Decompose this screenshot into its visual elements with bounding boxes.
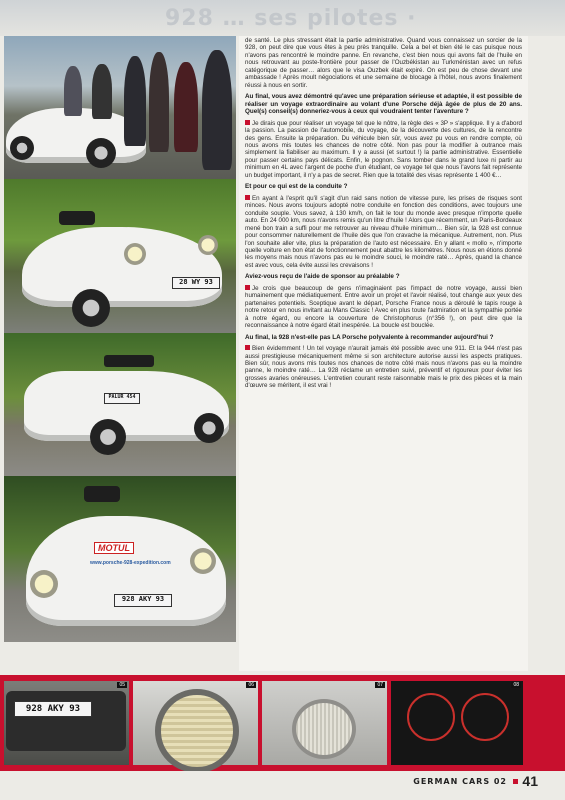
thumb-number: 08 <box>513 682 519 688</box>
article-intro: de santé. Le plus stressant était la partie administrative. Quand vous connaissez un sorcier de la 928, on peut dire que vous êtes à peu près tranquille. Cela a bel et bien été le cas puisque nous n'avons pas rencontré le moindre panne. En revanche, c'est bien nous qui avons fait de l'huile en nous retrouvant au poste-frontière pour passer de l'Ouzbékistan au Turkménistan avec un refus catégorique de passer… alors que le visa Ouzbek était expiré. On est peu de chose devant une ambassade ! Après moult négociations et une semaine de blocage à l'hôtel, nous avons finalement réussi à nous en sortir. <box>245 37 522 89</box>
question-2: Et pour ce qui est de la conduite ? <box>245 183 348 191</box>
person-figure <box>174 62 198 152</box>
footer-magazine-name: GERMAN CARS 02 <box>413 777 507 786</box>
wheel-shape <box>86 138 116 168</box>
answer-4: Bien évidemment ! Un tel voyage n'aurait jamais été possible avec une 911. Et la 944 n'est pas aussi prestigieuse mécaniquement même si son architecture autorise aussi les aspects pratiques. Bien sûr, nous avons mis toutes nos chances de notre côté mais nous n'avons pas eu la moindre panne, le moindre raté… La 928 réclame un entretien suivi, préventif et rigoureux pour éviter les grosses avaries onéreuses. L'entretien courant reste raisonnable mais le prix des pièces et la main d'œuvre se méritent, il est vrai ! <box>245 345 522 390</box>
answer-bullet <box>245 345 250 350</box>
wheel-shape <box>194 413 224 443</box>
fog-lamp <box>198 235 218 255</box>
article-text-column <box>239 36 528 671</box>
rear-license-plate: 928 AKY 93 <box>14 701 92 717</box>
thumb-number: 06 <box>248 682 254 688</box>
answer-2: En ayant à l'esprit qu'il s'agit d'un raid sans notion de vitesse pure, les prises de risques sont minces. Nous avons toujours adopté notre conduite en fonction des conditions, avec toujours une conduite souple. Vous savez, à 130 km/h, on fait le tour du monde avec presque n'importe quelle auto. En 24 000 km, nous n'avons remis qu'un litre d'huile ! Alors que récemment, un Paris-Bordeaux mené bon train a suffi pour me retrouver au niveau d'huile minimum… Bien sûr, la 928 est connue pour consommer naturellement de l'huile dès que l'on cravache la mécanique. Autrement, non. Plus l'on souhaite aller vite, plus la préparation de l'auto est nécessaire. En y allant « mollo », n'importe quelle voiture en bon état de fonctionnement peut abattre les kilomètres. Nous nous en étions donné les moyens mais nous n'avons pas eu le moindre souci, le moindre raté… Après, quand la chance est avec vous, cela évite aussi les crevaisons ! <box>245 194 522 269</box>
bumper-shape <box>6 691 126 751</box>
person-figure <box>64 66 82 116</box>
photo-crowd-repair <box>4 36 236 179</box>
motul-decal: MOTUL <box>94 542 134 554</box>
thumb-number: 07 <box>377 682 383 688</box>
headlamp-grille <box>155 689 239 773</box>
photo-column <box>4 36 236 642</box>
thumb-number: 05 <box>119 682 125 688</box>
answer-bullet <box>245 120 250 125</box>
answer-bullet <box>245 285 250 290</box>
photo-car-side <box>4 333 236 476</box>
license-plate: 28 WY 93 <box>172 277 220 289</box>
roof-box <box>59 211 95 225</box>
header-ghost-text: 928 … ses pilotes · <box>165 6 417 31</box>
fog-lamp <box>124 243 146 265</box>
person-figure <box>149 52 169 152</box>
thumb-headlamp <box>133 681 258 765</box>
fog-lamp <box>30 570 58 598</box>
wheel-shape <box>90 419 126 455</box>
roof-box <box>84 486 120 502</box>
person-figure <box>202 50 232 170</box>
thumb-dashboard <box>391 681 523 765</box>
thumb-rear-plate <box>4 681 129 765</box>
answer-bullet <box>245 195 250 200</box>
wheel-shape <box>10 136 34 160</box>
gauge-dial <box>407 693 455 741</box>
question-1: Au final, vous avez démontré qu'avec une préparation sérieuse et adaptée, il est possible de réaliser un voyage extraordinaire au volant d'une Porsche déjà âgée de plus de 20 ans. Quel(s) conseil(s) donneriez-vous à ceux qui voudraient tenter l'aventure ? <box>245 93 522 116</box>
person-figure <box>124 56 146 146</box>
gauge-dial <box>461 693 509 741</box>
car-shape <box>22 227 222 307</box>
photo-car-front-left <box>4 179 236 333</box>
answer-3: Je crois que beaucoup de gens n'imaginaient pas l'impact de notre voyage, aussi bien humainement que médiatiquement. Entre avoir un projet et l'avoir réalisé, tout change aux yeux des partenaires potentiels. Sceptique avant le départ, Porsche France nous a déroulé le tapis rouge à notre retour en nous invitant au Mans Classic ! Avec en plus toute l'admiration et la sympathie portée à notre égard, ou encore la couverture de Christophorus (n°356 !), on peut dire que la reconnaissance à notre égard était inespérée. La boucle est bouclée. <box>245 284 522 330</box>
roof-box <box>104 355 154 367</box>
thumb-fuel-cap <box>262 681 387 765</box>
person-figure <box>92 64 112 119</box>
expedition-url: www.porsche-928-expedition.com <box>90 560 171 566</box>
wheel-shape <box>72 289 110 327</box>
fuel-cap <box>292 699 356 759</box>
photo-car-front-motul <box>4 476 236 642</box>
footer-square-icon <box>513 779 518 784</box>
license-plate: 928 AKY 93 <box>114 594 172 607</box>
question-3: Aviez-vous reçu de l'aide de sponsor au préalable ? <box>245 273 400 281</box>
fog-lamp <box>190 548 216 574</box>
header-strip <box>0 0 565 36</box>
side-plate: PALUR 454 <box>104 393 140 404</box>
answer-1: Je dirais que pour réaliser un voyage tel que le nôtre, la règle des « 3P » s'applique. Il y a d'abord la passion. La passion de l'automobile, du voyage, de la découverte des cultures, de la rencontre des gens. Ensuite la préparation. Du véhicule bien sûr, vous avez pu vous en rendre compte, où nous avons mis toutes les chances de notre côté. Non pas pour la modifier à outrance mais simplement la fiabiliser au maximum. Il y a aussi (et surtout !) la partie administrative. Essentielle pour passer certains pays délicats. Enfin, le pognon. Sans tomber dans le grand luxe ni partir au minimum en 4L avec l'argent de poche d'un étudiant, ce voyage tel que nous l'avons fait représente un budget important, il n'y a pas de secret. Rien que la totalité des visas représente 1 400 €… <box>245 119 522 179</box>
question-4: Au final, la 928 n'est-elle pas LA Porsche polyvalente à recommander aujourd'hui ? <box>245 333 494 341</box>
page-number: 41 <box>522 773 538 789</box>
